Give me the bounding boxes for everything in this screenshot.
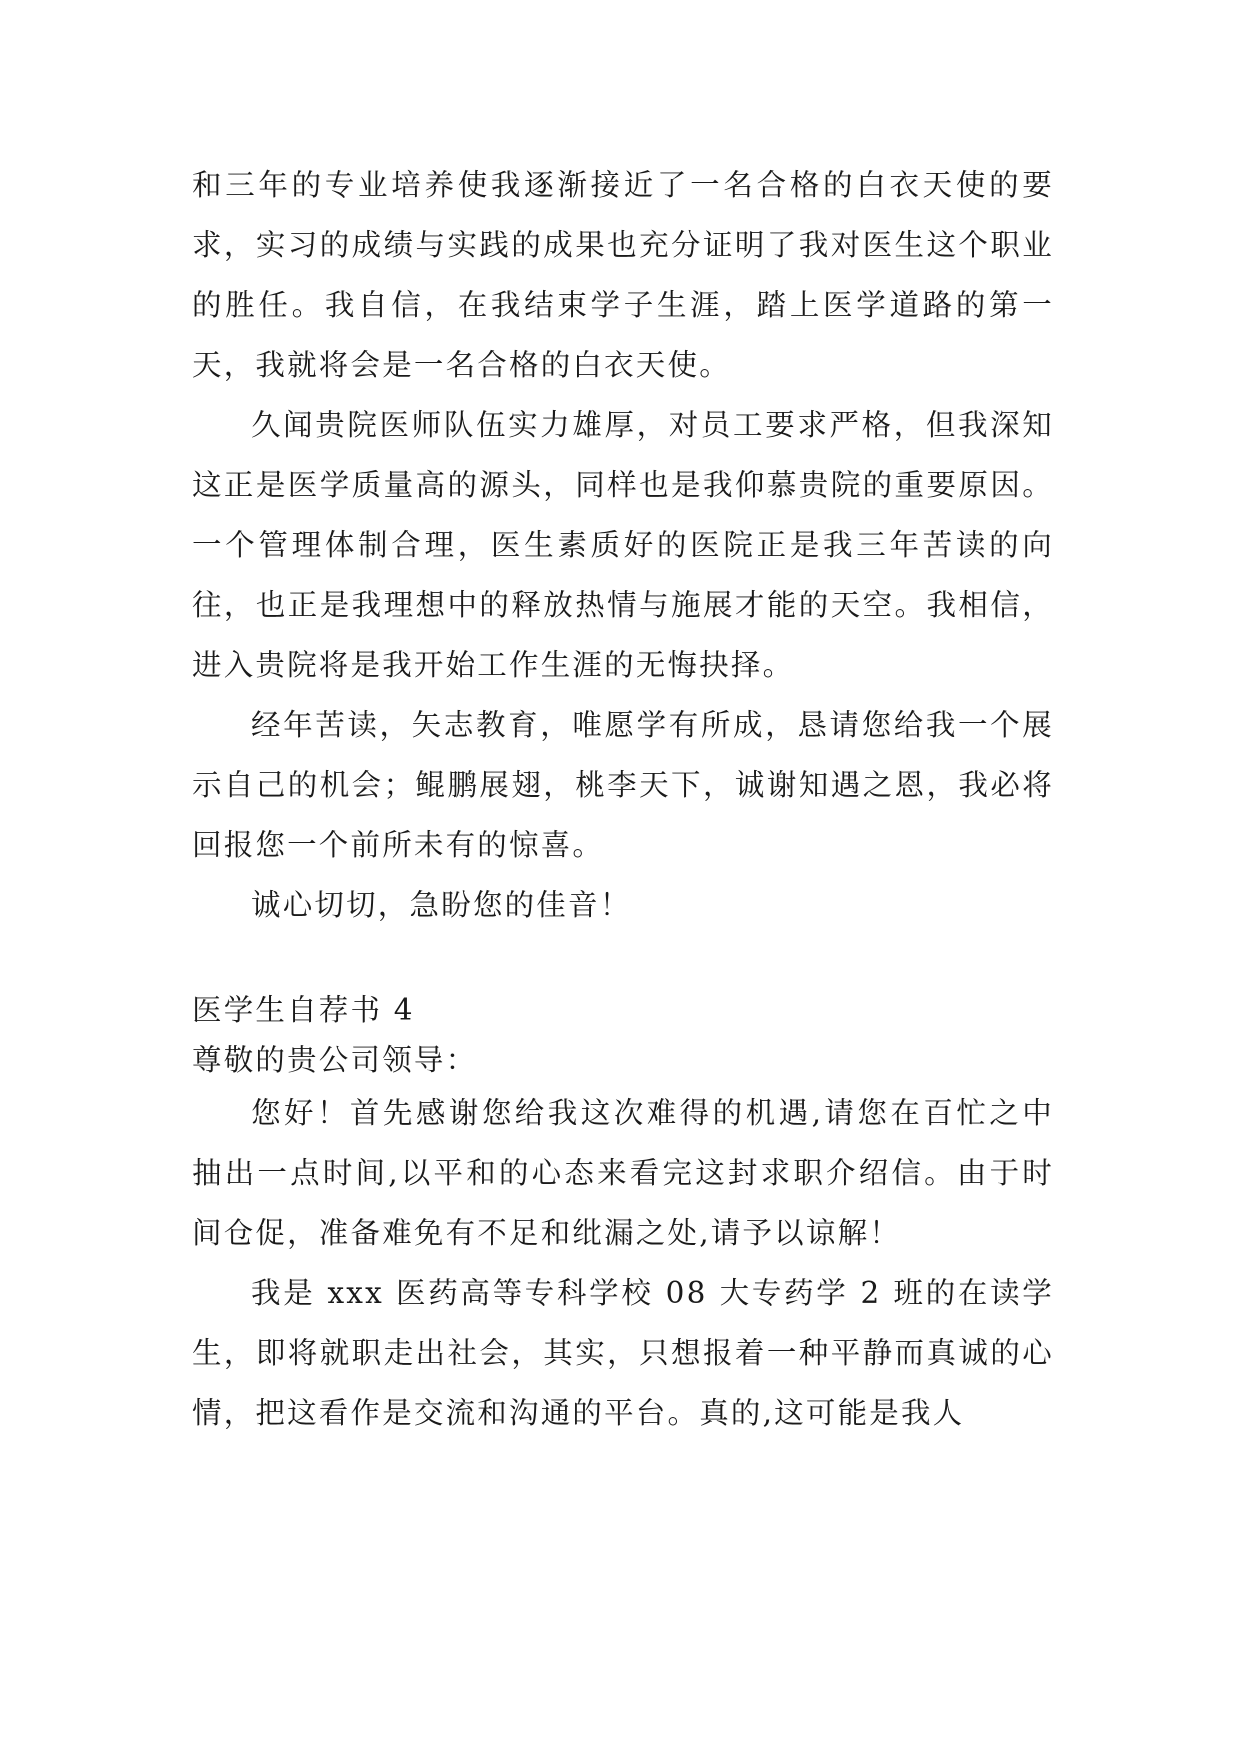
letter-continuation-section [192, 155, 1054, 935]
paragraph-greeting: 您好！首先感谢您给我这次难得的机遇,请您在百忙之中抽出一点时间,以平和的心态来看完这封求职介绍信。由于时间仓促，准备难免有不足和纰漏之处,请予以谅解！ [192, 1096, 1054, 1250]
letter-salutation: 尊敬的贵公司领导： [192, 1043, 478, 1077]
paragraph-closing-request: 经年苦读，矢志教育，唯愿学有所成，恳请您给我一个展示自己的机会；鲲鹏展翅，桃李天下，诚谢知遇之恩，我必将回报您一个前所未有的惊喜。 [192, 708, 1054, 862]
letter-title: 医学生自荐书 4 [192, 993, 415, 1027]
paragraph-self-introduction: 我是 xxx 医药高等专科学校 08 大专药学 2 班的在读学生，即将就职走出社会，其实，只想报着一种平静而真诚的心情，把这看作是交流和沟通的平台。真的,这可能是我人 [192, 1276, 1054, 1430]
paragraph-hospital-reputation: 久闻贵院医师队伍实力雄厚，对员工要求严格，但我深知这正是医学质量高的源头，同样也是我仰慕贵院的重要原因。一个管理体制合理，医生素质好的医院正是我三年苦读的向往，也正是我理想中的释放热情与施展才能的天空。我相信，进入贵院将是我开始工作生涯的无悔抉择。 [192, 408, 1054, 682]
paragraph-continued: 和三年的专业培养使我逐渐接近了一名合格的白衣天使的要求，实习的成绩与实践的成果也充分证明了我对医生这个职业的胜任。我自信，在我结束学子生涯，踏上医学道路的第一天，我就将会是一名合格的白衣天使。 [192, 168, 1054, 382]
paragraph-closing-line: 诚心切切，急盼您的佳音！ [251, 888, 632, 922]
letter-body-section [192, 1083, 1054, 1443]
